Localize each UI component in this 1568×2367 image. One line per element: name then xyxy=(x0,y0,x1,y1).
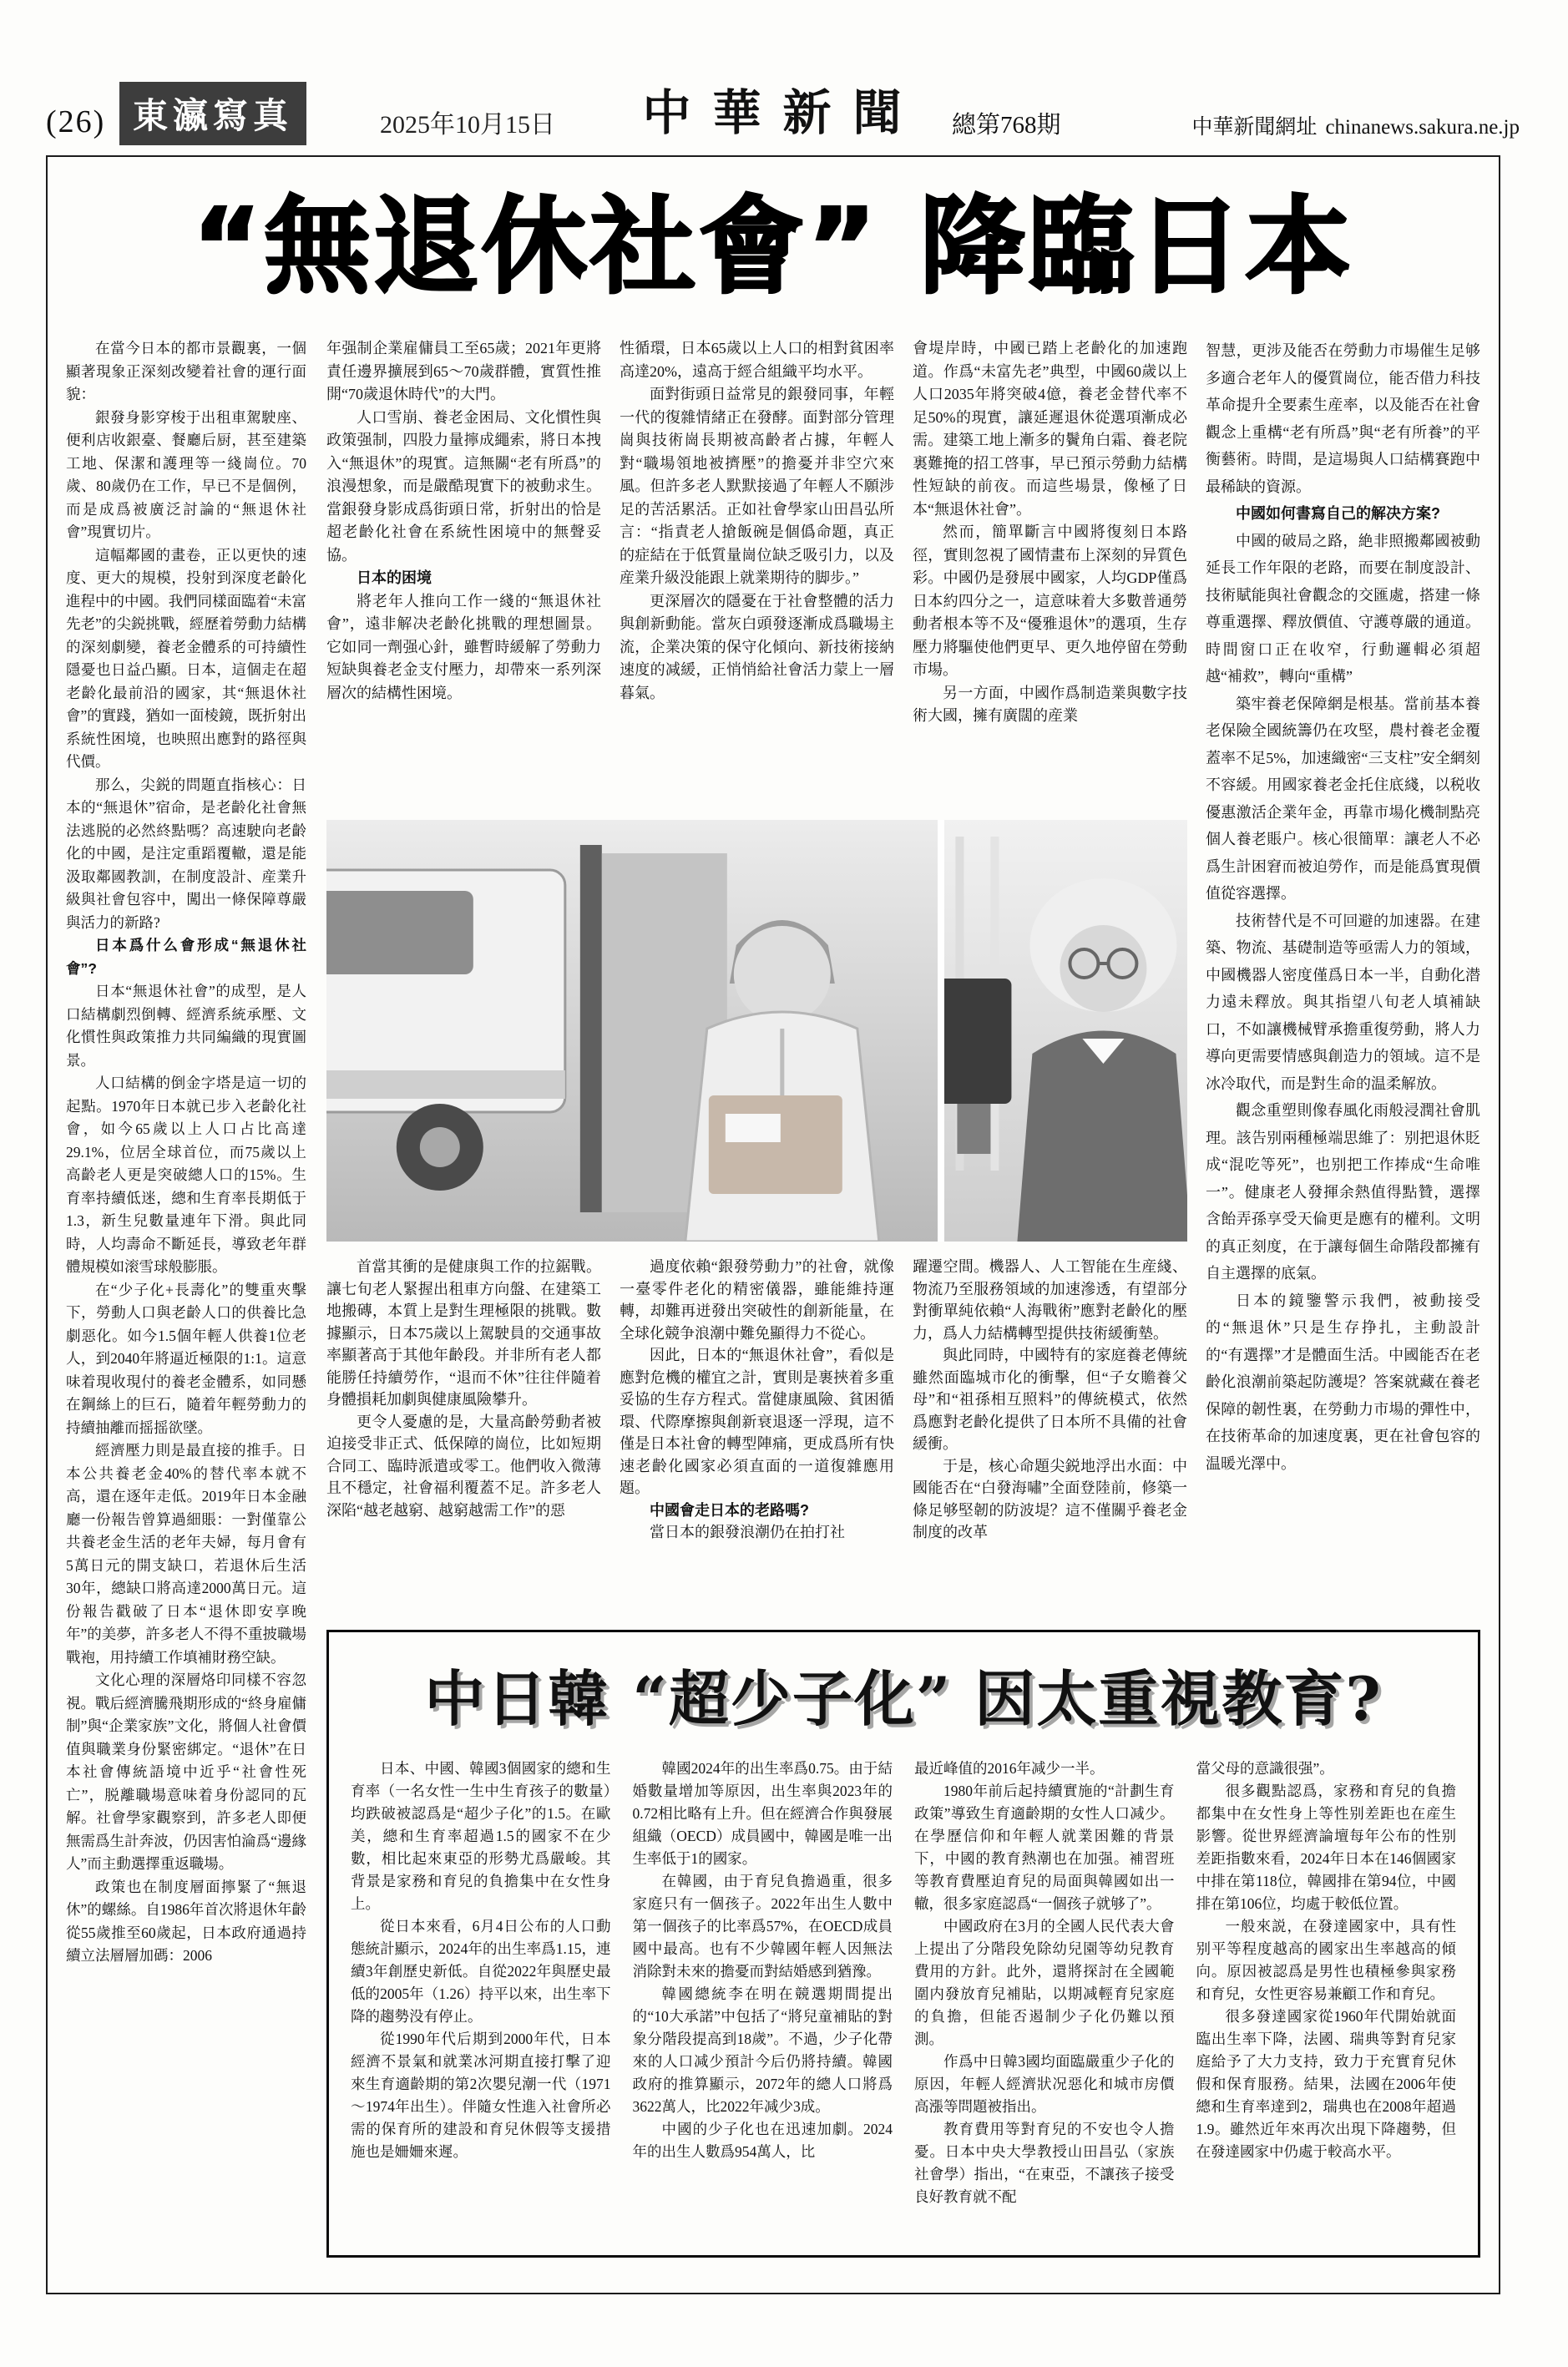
column-paragraph: 在“少子化+長壽化”的雙重夾擊下，勞動人口與老齡人口的供養比急劇惡化。如今1.5個年輕人供養1位老人，到2040年將逼近極限的1:1。這意味着現收現付的養老金體系，如同懸在鋼絲上的巨石，隨着年輕勞動力的持續抽離而摇摇欲墜。 xyxy=(66,1281,306,1436)
column-paragraph: 于是，核心命題尖鋭地浮出水面：中國能否在“白發海嘯”全面登陸前，修築一條足够堅韌的防波堤？這不僅關乎養老金制度的改革 xyxy=(913,1457,1187,1540)
column-paragraph: 年强制企業雇傭員工至65歲；2021年更將責任邊界擴展到65～70歲群體，實質性推開“70歲退休時代”的大門。 xyxy=(326,340,601,402)
article-upper-columns xyxy=(326,337,1480,1616)
column-paragraph: 政策也在制度層面擰緊了“無退休”的螺絲。自1986年首次將退休年齡從55歲推至60歲起，日本政府通過持續立法層層加碼：2006 xyxy=(66,1878,306,1964)
column-paragraph: 躍遷空間。機器人、人工智能在生産綫、物流乃至服務領域的加速滲透，有望部分對衝單純依賴“人海戰術”應對老齡化的壓力，爲人力結構轉型提供技術緩衝墊。 xyxy=(913,1258,1187,1342)
column-paragraph: 觀念重塑則像春風化雨般浸潤社會肌理。該告别兩種極端思維了：别把退休貶成“混吃等死”，也别把工作捧成“生命唯一”。健康老人發揮余熱值得點贊，選擇含飴弄孫享受天倫更是應有的權利。文明的真正刻度，在于讓每個生命階段都擁有自主選擇的底氣。 xyxy=(1206,1102,1480,1282)
column-paragraph: 這幅鄰國的畫卷，正以更快的速度、更大的規模，投射到深度老齡化進程中的中國。我們同樣面臨着“未富先老”的尖鋭挑戰，經歷着勞動力結構的深刻劇變，養老金體系的可持續性隱憂也日益凸顯。日本，這個走在超老齡化最前沿的國家，其“無退休社會”的實踐，猶如一面棱鏡，既折射出系統性困境，也映照出應對的路徑與代價。 xyxy=(66,546,306,770)
main-article-box xyxy=(46,155,1500,2294)
column-paragraph: 技術替代是不可回避的加速器。在建築、物流、基礎制造等亟需人力的領域，中國機器人密度僅爲日本一半，自動化潜力遠未釋放。與其指望八旬老人填補缺口，不如讓機械臂承擔重復勞動，將人力導向更需要情感與創造力的領域。這不是冰冷取代，而是對生命的温柔解放。 xyxy=(1206,912,1480,1092)
secondary-headline: 中日韓 “超少子化” 因太重視教育? xyxy=(424,1663,1383,1734)
column-paragraph: 一般來説，在發達國家中，具有性别平等程度越高的國家出生率越高的傾向。原因被認爲是男性也積極參與家務和育兒，女性更容易兼顧工作和育兒。 xyxy=(1196,1918,1456,2002)
main-headline: “無退休社會” 降臨日本 xyxy=(192,185,1354,308)
column-paragraph: 最近峰值的2016年减少一半。 xyxy=(914,1760,1105,1777)
column-paragraph: 將老年人推向工作一綫的“無退休社會”，遠非解决老齡化挑戰的理想圖景。它如同一劑强心針，雖暫時緩解了勞動力短缺與養老金支付壓力，却帶來一系列深層次的結構性困境。 xyxy=(326,592,601,701)
issue-number: 總第768期 xyxy=(952,112,1061,139)
secondary-column-1 xyxy=(351,1758,611,2243)
secondary-article-box xyxy=(326,1630,1480,2258)
main-article-columns xyxy=(66,337,1480,2258)
column-paragraph: 與此同時，中國特有的家庭養老傳統雖然面臨城市化的衝擊，但“子女贍養父母”和“祖孫相互照料”的傳統模式，依然爲應對老齡化提供了日本所不具備的社會緩衝。 xyxy=(913,1347,1187,1452)
column-paragraph: 中國的少子化也在迅速加劇。2024年的出生人數爲954萬人，比 xyxy=(632,2121,893,2160)
column-paragraph: 日本、中國、韓國3個國家的總和生育率（一名女性一生中生育孩子的數量）均跌破被認爲是“超少子化”的1.5。在歐美，總和生育率超過1.5的國家不在少數，相比起來東亞的形勢尤爲嚴峻。其背景是家務和育兒的負擔集中在女性身上。 xyxy=(351,1760,611,1912)
column-paragraph: 日本“無退休社會”的成型，是人口結構劇烈倒轉、經濟系統承壓、文化慣性與政策推力共同編織的現實圖景。 xyxy=(66,983,306,1069)
column-paragraph: 那么，尖鋭的問題直指核心：日本的“無退休”宿命，是老齡化社會無法逃脱的必然終點嗎？高速駛向老齡化的中國，是注定重蹈覆轍，還是能汲取鄰國教訓，在制度設計、産業升級與社會包容中，闖出一條保障尊嚴與活力的新路? xyxy=(66,776,306,931)
secondary-column-2 xyxy=(633,1758,893,2243)
column-paragraph: 築牢養老保障網是根基。當前基本養老保險全國統籌仍在攻堅，農村養老金覆蓋率不足5%，加速織密“三支柱”安全網刻不容緩。用國家養老金托住底綫，以税收優惠激活企業年金，再靠市場化機制點亮個人養老賬户。核心很簡單：讓老人不必爲生計困窘而被迫勞作，而是能爲實現價值從容選擇。 xyxy=(1206,695,1480,902)
website-label: 中華新聞網址 xyxy=(1191,116,1318,139)
column-subhead: 中國會走日本的老路嗎? xyxy=(650,1501,809,1519)
column-paragraph: 面對街頭日益常見的銀發同事，年輕一代的復雜情緒正在發酵。面對部分管理崗與技術崗長期被高齡者占據，年輕人對“職場領地被擠壓”的擔憂并非空穴來風。但許多老人默默接過了年輕人不願涉足的苦活累活。正如社會學家山田昌弘所言：“指責老人搶飯碗是個僞命題，真正的症結在于低質量崗位缺乏吸引力，以及産業升級没能跟上就業期待的脚步。” xyxy=(620,386,894,586)
column-paragraph: 然而，簡單斷言中國將復刻日本路徑，實則忽視了國情畫布上深刻的异質色彩。中國仍是發展中國家，人均GDP僅爲日本約四分之一，這意味着大多數普通勞動者根本等不及“優雅退休”的選項，生存壓力將驅使他們更早、更久地停留在勞動市場。 xyxy=(913,523,1187,678)
photo-elderly-woman-computer xyxy=(944,820,1187,1242)
column-paragraph: 日本的鏡鑒警示我們，被動接受的“無退休”只是生存挣扎，主動設計的“有選擇”才是體面生活。中國能否在老齡化浪潮前築起防護堤？答案就藏在養老保障的韌性裏，在勞動力市場的彈性中，在技術革命的加速度裏，更在社會包容的温暖光澤中。 xyxy=(1206,1292,1480,1472)
article-column-5 xyxy=(1206,337,1480,1616)
column-subhead: 日本的困境 xyxy=(357,569,432,586)
column-paragraph: 首當其衝的是健康與工作的拉鋸戰。讓七旬老人緊握出租車方向盤、在建築工地搬磚，本質上是對生理極限的挑戰。數據顯示，日本75歲以上駕駛員的交通事故率顯著高于其他年齡段。并非所有老人都能勝任持續勞作，“退而不休”往往伴隨着身體損耗加劇與健康風險攀升。 xyxy=(326,1258,601,1408)
column-paragraph: 銀發身影穿梭于出租車駕駛座、便利店收銀臺、餐廳后厨，甚至建築工地、保潔和護理等一綫崗位。70歲、80歲仍在工作，早已不是個例，而是成爲被廣泛討論的“無退休社會”現實切片。 xyxy=(66,408,306,540)
column-4-top xyxy=(913,337,1187,820)
column-subhead: 中國如何書寫自己的解决方案? xyxy=(1236,505,1440,522)
column-paragraph: 從日本來看，6月4日公布的人口動態統計顯示，2024年的出生率爲1.15，連續3年創歷史新低。自從2022年與歷史最低的2005年（1.26）持平以來，出生率下降的趨勢没有停止。 xyxy=(351,1918,611,2025)
secondary-article-columns xyxy=(351,1758,1456,2243)
column-paragraph: 作爲中日韓3國均面臨嚴重少子化的原因，年輕人經濟狀况惡化和城市房價高漲等問題被指出。 xyxy=(914,2053,1175,2115)
column-paragraph: 教育費用等對育兒的不安也令人擔憂。日本中央大學教授山田昌弘（家族社會學）指出，“在東亞，不讓孩子接受良好教育就不配 xyxy=(914,2121,1175,2205)
column-paragraph: 當父母的意識很强”。 xyxy=(1196,1760,1334,1777)
column-paragraph: 會堤岸時，中國已踏上老齡化的加速跑道。作爲“未富先老”典型，中國60歲以上人口2035年將突破4億，養老金替代率不足50%的現實，讓延遲退休從選項漸成必需。建築工地上漸多的鬢角白霜、養老院裏難掩的招工啓事，早已預示勞動力結構性短缺的前夜。而這些場景，像極了日本“無退休社會”。 xyxy=(913,340,1187,518)
column-paragraph: 更深層次的隱憂在于社會整體的活力與創新動能。當灰白頭發逐漸成爲職場主流，企業决策的保守化傾向、新技術接納速度的减緩，正悄悄給社會活力蒙上一層暮氣。 xyxy=(620,592,894,701)
column-2-top xyxy=(326,337,601,820)
column-paragraph: 人口雪崩、養老金困局、文化慣性與政策强制，四股力量擰成繩索，將日本拽入“無退休”的現實。這無關“老有所爲”的浪漫想象，而是嚴酷現實下的被動求生。當銀發身影成爲街頭日常，折射出的恰是超老齡化社會在系統性困境中的無聲妥協。 xyxy=(326,408,601,564)
column-paragraph: 在當今日本的都市景觀裏，一個顯著現象正深刻改變着社會的運行面貌： xyxy=(66,340,306,402)
column-paragraph: 在韓國，由于育兒負擔過重，很多家庭只有一個孩子。2022年出生人數中第一個孩子的比率爲57%，在OECD成員國中最高。也有不少韓國年輕人因無法消除對未來的擔憂而對結婚感到猶豫。 xyxy=(632,1873,893,1980)
website-url: chinanews.sakura.ne.jp xyxy=(1325,116,1520,139)
column-paragraph: 另一方面，中國作爲制造業與數字技術大國，擁有廣闊的産業 xyxy=(913,684,1187,724)
newspaper-masthead: 中華新聞 xyxy=(642,84,923,141)
column-paragraph: 人口結構的倒金字塔是這一切的起點。1970年日本就已步入老齡化社會，如今65歲以上人口占比高達29.1%，位居全球首位，而75歲以上高齡老人更是突破總人口的15%。生育率持續低迷，總和生育率長期低于1.3，新生兒數量連年下滑。與此同時，人均壽命不斷延長，導致老年群體規模如滚雪球般膨脹。 xyxy=(66,1075,306,1275)
article-photos xyxy=(326,820,1187,1242)
column-paragraph: 因此，日本的“無退休社會”，看似是應對危機的權宜之計，實則是裹挾着多重妥協的生存方程式。當健康風險、貧困循環、代際摩擦與創新衰退逐一浮現，這不僅是日本社會的轉型陣痛，更成爲所有快速老齡化國家必須直面的一道復雜應用題。 xyxy=(620,1347,894,1496)
column-paragraph: 從1990年代后期到2000年代，日本經濟不景氣和就業冰河期直接打擊了迎來生育適齡期的第2次嬰兒潮一代（1971～1974年出生）。伴隨女性進入社會所必需的保育所的建設和育兒休假等支援措施也是姍姍來遲。 xyxy=(351,2031,611,2160)
column-2-bottom xyxy=(326,1256,601,1616)
secondary-column-3 xyxy=(914,1758,1175,2243)
column-paragraph: 當日本的銀發浪潮仍在拍打社 xyxy=(650,1524,845,1540)
column-paragraph: 智慧，更涉及能否在勞動力市場催生足够多適合老年人的優質崗位，能否借力科技革命提升全要素生産率，以及能否在社會觀念上重構“老有所爲”與“老有所養”的平衡藝術。時間，是這場與人口結構賽跑中最稀缺的資源。 xyxy=(1206,342,1480,495)
column-3-bottom xyxy=(620,1256,894,1616)
secondary-column-4 xyxy=(1196,1758,1457,2243)
column-paragraph: 1980年前后起持續實施的“計劃生育政策”導致生育適齡期的女性人口减少。在學歷信仰和年輕人就業困難的背景下，中國的教育熱潮也在加强。補習班等教育費壓迫育兒的局面與韓國如出一轍，很多家庭認爲“一個孩子就够了”。 xyxy=(914,1783,1175,1912)
photo-elderly-deliveryman xyxy=(326,820,938,1242)
column-paragraph: 很多發達國家從1960年代開始就面臨出生率下降，法國、瑞典等對育兒家庭給予了大力支持，致力于充實育兒休假和保育服務。結果，法國在2006年使總和生育率達到2，瑞典也在2008年超過1.9。雖然近年來再次出現下降趨勢，但在發達國家中仍處于較高水平。 xyxy=(1196,2008,1456,2160)
website-line xyxy=(1191,110,1520,140)
page-number: (26) xyxy=(46,104,106,139)
article-right-area xyxy=(326,337,1480,2258)
column-paragraph: 文化心理的深層烙印同樣不容忽視。戰后經濟騰飛期形成的“終身雇傭制”與“企業家族”文化，將個人社會價值與職業身份緊密綁定。“退休”在日本社會傳統語境中近乎“社會性死亡”，脱離職場意味着身份認同的瓦解。社會學家觀察到，許多老人即便無需爲生計奔波，仍因害怕淪爲“邊緣人”而主動選擇重返職場。 xyxy=(66,1672,306,1872)
column-paragraph: 韓國2024年的出生率爲0.75。由于結婚數量增加等原因，出生率與2023年的0.72相比略有上升。但在經濟合作與發展組織（OECD）成員國中，韓國是唯一出生率低于1的國家。 xyxy=(632,1760,893,1867)
column-subhead: 日本爲什么會形成“無退休社會”? xyxy=(66,937,306,977)
column-paragraph: 經濟壓力則是最直接的推手。日本公共養老金40%的替代率本就不高，還在逐年走低。2019年日本金融廳一份報告曾算過細賬：一對僅靠公共養老金生活的老年夫婦，每月會有5萬日元的開支缺口，若退休后生活30年，總缺口將高達2000萬日元。這份報告戳破了日本“退休即安享晚年”的美夢，許多老人不得不重披職場戰袍，用持續工作填補財務空缺。 xyxy=(66,1442,306,1666)
column-paragraph: 中國政府在3月的全國人民代表大會上提出了分階段免除幼兒園等幼兒教育費用的方針。此外，還將探討在全國範圍内發放育兒補貼，以期减輕育兒家庭的負擔，但能否遏制少子化仍難以預測。 xyxy=(914,1918,1175,2047)
article-column-1 xyxy=(66,337,306,2258)
column-3-top xyxy=(620,337,894,820)
column-4-bottom xyxy=(913,1256,1187,1616)
column-paragraph: 性循環，日本65歲以上人口的相對貧困率高達20%，遠高于經合組織平均水平。 xyxy=(620,340,894,380)
column-paragraph: 韓國總統李在明在競選期間提出的“10大承諾”中包括了“將兒童補貼的對象分階段提高到18歲”。不過，少子化帶來的人口减少預計今后仍將持續。韓國政府的推算顯示，2072年的總人口將爲3622萬人，比2022年减少3成。 xyxy=(632,1985,893,2115)
column-paragraph: 更令人憂慮的是，大量高齡勞動者被迫接受非正式、低保障的崗位，比如短期合同工、臨時派遣或零工。他們收入微薄且不穩定，社會福利覆蓋不足。許多老人深陷“越老越窮、越窮越需工作”的惡 xyxy=(326,1413,601,1519)
column-paragraph: 中國的破局之路，絶非照搬鄰國被動延長工作年限的老路，而要在制度設計、技術賦能與社會觀念的交匯處，搭建一條尊重選擇、釋放價值、守護尊嚴的通道。時間窗口正在收窄，行動邏輯必須超越“補救”，轉向“重構” xyxy=(1206,532,1480,685)
column-paragraph: 很多觀點認爲，家務和育兒的負擔都集中在女性身上等性别差距也在産生影響。從世界經濟論壇每年公布的性别差距指數來看，2024年日本在146個國家中排在第118位，韓國排在第94位，中國排在第106位，均處于較低位置。 xyxy=(1196,1783,1456,1912)
issue-date: 2025年10月15日 xyxy=(380,111,555,139)
page-header xyxy=(46,77,1520,147)
column-paragraph: 過度依賴“銀發勞動力”的社會，就像一臺零件老化的精密儀器，雖能維持運轉，却難再迸發出突破性的創新能量，在全球化競争浪潮中難免顯得力不從心。 xyxy=(620,1258,894,1342)
section-badge: 東瀛寫真 xyxy=(119,82,306,145)
